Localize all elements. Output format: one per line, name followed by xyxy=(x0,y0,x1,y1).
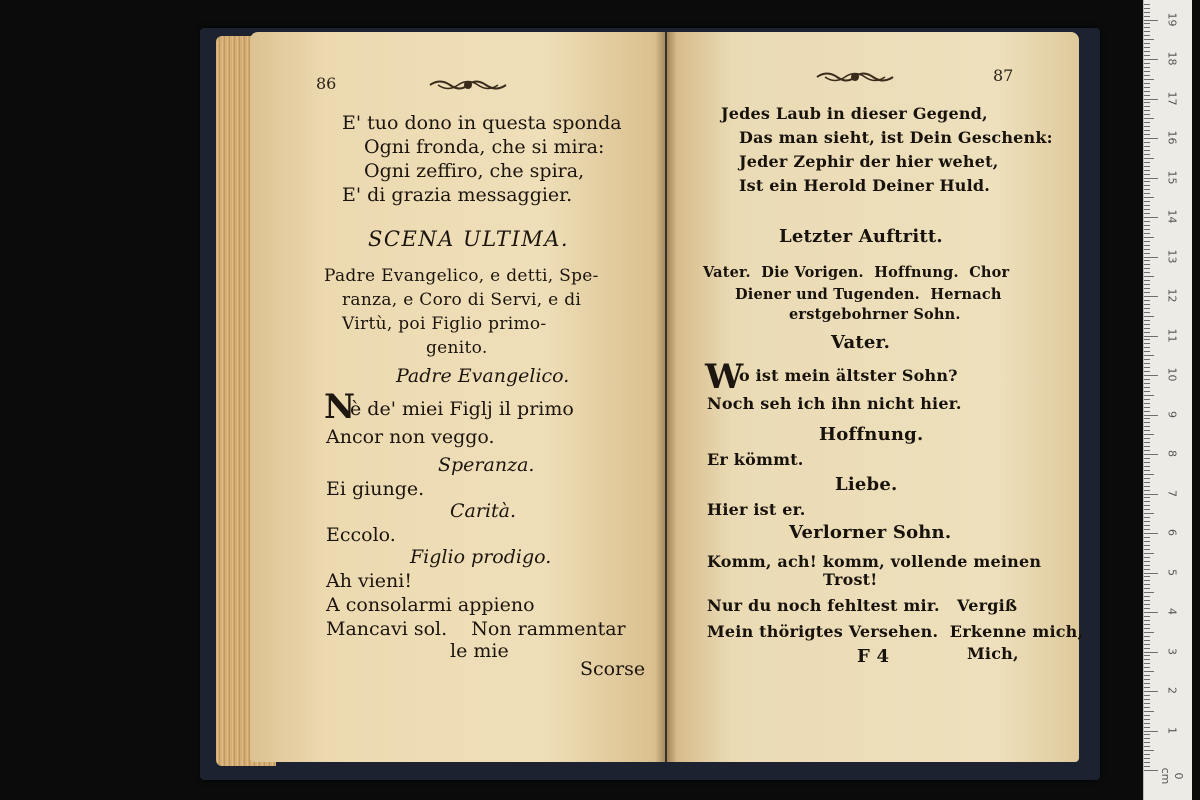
ruler-tick xyxy=(1144,300,1150,301)
left-page xyxy=(250,32,665,762)
ruler-label: 2 xyxy=(1165,687,1179,694)
ruler-tick xyxy=(1144,391,1150,392)
ruler-tick xyxy=(1144,276,1154,277)
ruler-tick xyxy=(1144,339,1150,340)
ruler-tick xyxy=(1144,758,1150,759)
ruler-tick xyxy=(1144,35,1150,36)
ruler-tick xyxy=(1144,162,1150,163)
ruler-tick xyxy=(1144,497,1150,498)
ruler-tick xyxy=(1144,450,1150,451)
ruler-tick xyxy=(1144,51,1150,52)
ruler-tick xyxy=(1144,233,1150,234)
ruler-tick xyxy=(1144,351,1150,352)
ruler-tick xyxy=(1144,130,1150,131)
verse-line: E' tuo dono in questa sponda xyxy=(342,112,622,134)
ruler-label: 7 xyxy=(1165,489,1179,497)
ruler-tick xyxy=(1144,466,1150,467)
ruler-tick xyxy=(1144,178,1158,179)
ruler-tick xyxy=(1144,47,1150,48)
ruler-tick xyxy=(1144,517,1150,518)
ruler-label: 9 xyxy=(1165,410,1179,418)
ruler-tick xyxy=(1144,505,1150,506)
dialogue-line: Komm, ach! komm, vollende meinen xyxy=(707,552,1042,571)
ruler-tick xyxy=(1144,268,1150,269)
ruler-tick xyxy=(1144,23,1150,24)
ruler-label: 3 xyxy=(1165,647,1179,655)
ruler-tick xyxy=(1144,632,1154,633)
ruler-tick xyxy=(1144,529,1150,530)
ruler-tick xyxy=(1144,193,1150,194)
ruler-tick xyxy=(1144,490,1150,491)
ruler-tick xyxy=(1144,434,1154,435)
ruler-tick xyxy=(1144,723,1150,724)
ruler-tick xyxy=(1144,770,1158,771)
ruler-label: 15 xyxy=(1165,170,1179,184)
ruler-tick xyxy=(1144,679,1150,680)
ruler-tick xyxy=(1144,533,1158,534)
ruler-tick xyxy=(1144,312,1150,313)
ruler-tick xyxy=(1144,375,1158,376)
scene-heading: Letzter Auftritt. xyxy=(779,226,943,247)
ruler-tick xyxy=(1144,659,1150,660)
dialogue-line: Eccolo. xyxy=(326,524,396,546)
ruler-tick xyxy=(1144,403,1150,404)
ruler-label: 16 xyxy=(1165,130,1179,145)
ruler-label: 6 xyxy=(1165,529,1179,536)
ruler-tick xyxy=(1144,181,1150,182)
catchword: Scorse xyxy=(580,658,646,680)
ruler-tick xyxy=(1144,221,1150,222)
ruler-tick xyxy=(1144,715,1150,716)
ruler-tick xyxy=(1144,746,1150,747)
ruler-tick xyxy=(1144,134,1150,135)
ruler-tick xyxy=(1144,99,1158,100)
ruler-tick xyxy=(1144,39,1154,40)
ruler-tick xyxy=(1144,407,1150,408)
ruler-tick xyxy=(1144,225,1150,226)
cast-line: Virtù, poi Figlio primo- xyxy=(342,314,547,334)
ruler-label: 12 xyxy=(1165,288,1179,303)
dialogue-line: o ist mein ältster Sohn? xyxy=(739,366,958,385)
ruler-tick xyxy=(1144,426,1150,427)
verse-line: Jeder Zephir der hier wehet, xyxy=(739,152,999,171)
ruler-tick xyxy=(1144,288,1150,289)
ruler-tick xyxy=(1144,707,1150,708)
speaker-name: Speranza. xyxy=(438,454,535,476)
ruler-tick xyxy=(1144,170,1150,171)
ruler-tick xyxy=(1144,636,1150,637)
dialogue-line: Trost! xyxy=(823,570,878,589)
ruler-tick xyxy=(1144,336,1158,337)
ruler-tick xyxy=(1144,663,1150,664)
catchword: Mich, xyxy=(967,644,1019,663)
cast-line: Diener und Tugenden. Hernach xyxy=(735,286,1002,303)
ruler-tick xyxy=(1144,387,1150,388)
ruler-tick xyxy=(1144,142,1150,143)
ruler-tick xyxy=(1144,59,1158,60)
ruler-tick xyxy=(1144,87,1150,88)
ruler-tick xyxy=(1144,106,1150,107)
headpiece-ornament-icon xyxy=(428,76,508,94)
ruler-tick xyxy=(1144,671,1154,672)
left-page-number: 86 xyxy=(316,74,337,93)
ruler-tick xyxy=(1144,418,1150,419)
ruler-tick xyxy=(1144,509,1150,510)
ruler-tick xyxy=(1144,486,1150,487)
dialogue-line: Noch seh ich ihn nicht hier. xyxy=(707,394,962,413)
ruler-label: 1 xyxy=(1165,726,1179,734)
ruler-tick xyxy=(1144,8,1150,9)
dialogue-line: Ei giunge. xyxy=(326,478,425,500)
ruler-tick xyxy=(1144,75,1150,76)
speaker-name: Carità. xyxy=(450,500,517,522)
cast-line: Vater. Die Vorigen. Hoffnung. Chor xyxy=(703,264,1010,281)
ruler-tick xyxy=(1144,537,1150,538)
ruler-tick xyxy=(1144,474,1154,475)
ruler-tick xyxy=(1144,600,1150,601)
speaker-name: Vater. xyxy=(831,332,891,353)
ruler-tick xyxy=(1144,734,1150,735)
ruler-tick xyxy=(1144,565,1150,566)
ruler-tick xyxy=(1144,27,1150,28)
ruler-tick xyxy=(1144,762,1150,763)
dialogue-line: Er kömmt. xyxy=(707,450,804,469)
ruler-tick xyxy=(1144,304,1150,305)
ruler-tick xyxy=(1144,687,1150,688)
ruler-tick xyxy=(1144,422,1150,423)
cast-line: ranza, e Coro di Servi, e di xyxy=(342,290,582,310)
ruler-tick xyxy=(1144,738,1150,739)
verse-line: Jedes Laub in dieser Gegend, xyxy=(721,104,988,123)
ruler-label: 19 xyxy=(1165,12,1179,26)
ruler-tick xyxy=(1144,320,1150,321)
ruler-tick xyxy=(1144,561,1150,562)
speaker-name: Hoffnung. xyxy=(819,424,924,445)
ruler-label: 17 xyxy=(1165,91,1179,105)
ruler-tick xyxy=(1144,731,1158,732)
ruler-tick xyxy=(1144,185,1150,186)
ruler-tick xyxy=(1144,557,1150,558)
ruler-tick xyxy=(1144,379,1150,380)
ruler-tick xyxy=(1144,122,1150,123)
ruler-tick xyxy=(1144,371,1150,372)
ruler-tick xyxy=(1144,272,1150,273)
dialogue-line: Mein thörigtes Versehen. Erkenne mich, xyxy=(707,622,1084,641)
ruler-tick xyxy=(1144,292,1150,293)
ruler-tick xyxy=(1144,296,1158,297)
ruler-label: 14 xyxy=(1165,209,1179,224)
ruler-tick xyxy=(1144,363,1150,364)
ruler-tick xyxy=(1144,174,1150,175)
cast-line: erstgebohrner Sohn. xyxy=(789,306,961,323)
ruler-tick xyxy=(1144,229,1150,230)
ruler-tick xyxy=(1144,399,1150,400)
ruler-tick xyxy=(1144,415,1158,416)
ruler-tick xyxy=(1144,146,1150,147)
ruler-tick xyxy=(1144,750,1154,751)
ruler-tick xyxy=(1144,63,1150,64)
ruler-tick xyxy=(1144,640,1150,641)
verse-line: Das man sieht, ist Dein Geschenk: xyxy=(739,128,1053,147)
ruler-tick xyxy=(1144,12,1150,13)
ruler-label: 4 xyxy=(1165,608,1179,615)
ruler-tick xyxy=(1144,150,1150,151)
ruler-tick xyxy=(1144,237,1154,238)
verse-line: E' di grazia messaggier. xyxy=(342,184,573,206)
ruler-tick xyxy=(1144,430,1150,431)
ruler-tick xyxy=(1144,703,1150,704)
speaker-name: Verlorner Sohn. xyxy=(789,522,952,543)
headpiece-ornament-icon xyxy=(815,68,895,86)
ruler-tick xyxy=(1144,454,1158,455)
ruler-tick xyxy=(1144,438,1150,439)
ruler-tick xyxy=(1144,245,1150,246)
ruler-tick xyxy=(1144,166,1150,167)
ruler-tick xyxy=(1144,332,1150,333)
ruler-tick xyxy=(1144,553,1154,554)
ruler-tick xyxy=(1144,71,1150,72)
ruler-tick xyxy=(1144,264,1150,265)
ruler-tick xyxy=(1144,280,1150,281)
ruler-tick xyxy=(1144,359,1150,360)
dialogue-line: Hier ist er. xyxy=(707,500,806,519)
ruler-tick xyxy=(1144,197,1154,198)
ruler-tick xyxy=(1144,521,1150,522)
ruler-tick xyxy=(1144,608,1150,609)
ruler-tick xyxy=(1144,201,1150,202)
cast-line: genito. xyxy=(426,338,488,358)
ruler-tick xyxy=(1144,114,1150,115)
ruler-tick xyxy=(1144,470,1150,471)
speaker-name: Liebe. xyxy=(835,474,898,495)
ruler-tick xyxy=(1144,217,1158,218)
ruler-tick xyxy=(1144,478,1150,479)
ruler-tick xyxy=(1144,308,1150,309)
ruler-label: 11 xyxy=(1165,328,1179,342)
ruler-tick xyxy=(1144,316,1154,317)
dialogue-line: A consolarmi appieno xyxy=(326,594,535,616)
verse-line: Ist ein Herold Deiner Huld. xyxy=(739,176,991,195)
ruler-tick xyxy=(1144,284,1150,285)
ruler-tick xyxy=(1144,55,1150,56)
ruler-tick xyxy=(1144,525,1150,526)
dialogue-line: Ah vieni! xyxy=(326,570,413,592)
ruler-tick xyxy=(1144,209,1150,210)
ruler-tick xyxy=(1144,513,1154,514)
ruler-tick xyxy=(1144,652,1158,653)
ruler-tick xyxy=(1144,205,1150,206)
right-page xyxy=(667,32,1084,762)
ruler-tick xyxy=(1144,249,1150,250)
signature-mark: F 4 xyxy=(857,646,890,667)
ruler-tick xyxy=(1144,655,1150,656)
ruler-tick xyxy=(1144,604,1150,605)
ruler-tick xyxy=(1144,576,1150,577)
ruler-tick xyxy=(1144,367,1150,368)
ruler-tick xyxy=(1144,347,1150,348)
ruler-tick xyxy=(1144,91,1150,92)
ruler-tick xyxy=(1144,573,1158,574)
speaker-name: Figlio prodigo. xyxy=(410,546,552,568)
ruler-tick xyxy=(1144,620,1150,621)
ruler-tick xyxy=(1144,494,1158,495)
ruler-tick xyxy=(1144,482,1150,483)
ruler-tick xyxy=(1144,742,1150,743)
verse-line: Ogni fronda, che si mira: xyxy=(364,136,605,158)
ruler-tick xyxy=(1144,754,1150,755)
measuring-ruler xyxy=(1143,0,1192,800)
ruler-tick xyxy=(1144,624,1150,625)
ruler-tick xyxy=(1144,241,1150,242)
ruler-tick xyxy=(1144,158,1154,159)
scene-heading: SCENA ULTIMA. xyxy=(368,227,570,251)
ruler-tick xyxy=(1144,324,1150,325)
verse-line: Ogni zeffiro, che spira, xyxy=(364,160,585,182)
ruler-tick xyxy=(1144,648,1150,649)
ruler-tick xyxy=(1144,253,1150,254)
ruler-tick xyxy=(1144,545,1150,546)
ruler-tick xyxy=(1144,442,1150,443)
ruler-tick xyxy=(1144,644,1150,645)
ruler-tick xyxy=(1144,462,1150,463)
dialogue-line: Nur du noch fehltest mir. Vergiß xyxy=(707,596,1018,615)
ruler-tick xyxy=(1144,596,1150,597)
ruler-tick xyxy=(1144,257,1158,258)
ruler-tick xyxy=(1144,612,1158,613)
right-page-number: 87 xyxy=(993,66,1014,85)
speaker-name: Padre Evangelico. xyxy=(396,365,570,387)
ruler-tick xyxy=(1144,138,1158,139)
ruler-label: 8 xyxy=(1165,450,1179,457)
ruler-tick xyxy=(1144,67,1150,68)
ruler-tick xyxy=(1144,446,1150,447)
dialogue-line: Ancor non veggo. xyxy=(326,426,495,448)
ruler-tick xyxy=(1144,328,1150,329)
ruler-tick xyxy=(1144,501,1150,502)
ruler-tick xyxy=(1144,154,1150,155)
ruler-label: 18 xyxy=(1165,51,1179,66)
ruler-tick xyxy=(1144,102,1150,103)
ruler-tick xyxy=(1144,4,1150,5)
ruler-tick xyxy=(1144,110,1150,111)
ruler-label: 5 xyxy=(1165,568,1179,576)
ruler-tick xyxy=(1144,95,1150,96)
ruler-tick xyxy=(1144,383,1150,384)
ruler-tick xyxy=(1144,118,1154,119)
ruler-tick xyxy=(1144,675,1150,676)
ruler-tick xyxy=(1144,628,1150,629)
ruler-tick xyxy=(1144,126,1150,127)
ruler-tick xyxy=(1144,592,1154,593)
ruler-tick xyxy=(1144,213,1150,214)
ruler-tick xyxy=(1144,458,1150,459)
dialogue-line: Mancavi sol. Non rammentar xyxy=(326,618,626,640)
ruler-tick xyxy=(1144,355,1154,356)
ruler-tick xyxy=(1144,260,1150,261)
ruler-tick xyxy=(1144,79,1154,80)
ruler-tick xyxy=(1144,20,1158,21)
ruler-tick xyxy=(1144,766,1150,767)
ruler-tick xyxy=(1144,683,1150,684)
ruler-tick xyxy=(1144,541,1150,542)
ruler-tick xyxy=(1144,588,1150,589)
ruler-tick xyxy=(1144,584,1150,585)
dialogue-line: le mie xyxy=(450,640,509,662)
ruler-tick xyxy=(1144,727,1150,728)
ruler-tick xyxy=(1144,695,1150,696)
cast-line: Padre Evangelico, e detti, Spe- xyxy=(324,266,599,286)
ruler-tick xyxy=(1144,667,1150,668)
ruler-label: 0 cm xyxy=(1159,767,1185,785)
ruler-tick xyxy=(1144,691,1158,692)
ruler-tick xyxy=(1144,580,1150,581)
ruler-tick xyxy=(1144,189,1150,190)
drop-cap: W xyxy=(705,357,744,397)
dialogue-line: è de' miei Figlj il primo xyxy=(350,398,574,420)
book-gutter xyxy=(655,32,677,762)
ruler-tick xyxy=(1144,343,1150,344)
ruler-tick xyxy=(1144,43,1150,44)
ruler-tick xyxy=(1144,569,1150,570)
ruler-label: 13 xyxy=(1165,249,1179,263)
ruler-tick xyxy=(1144,719,1150,720)
ruler-tick xyxy=(1144,549,1150,550)
ruler-label: 10 xyxy=(1165,367,1179,382)
ruler-tick xyxy=(1144,16,1150,17)
ruler-tick xyxy=(1144,616,1150,617)
ruler-tick xyxy=(1144,395,1154,396)
drop-cap: N xyxy=(324,387,356,427)
ruler-tick xyxy=(1144,699,1150,700)
ruler-tick xyxy=(1144,411,1150,412)
ruler-tick xyxy=(1144,711,1154,712)
ruler-tick xyxy=(1144,31,1150,32)
ruler-tick xyxy=(1144,83,1150,84)
